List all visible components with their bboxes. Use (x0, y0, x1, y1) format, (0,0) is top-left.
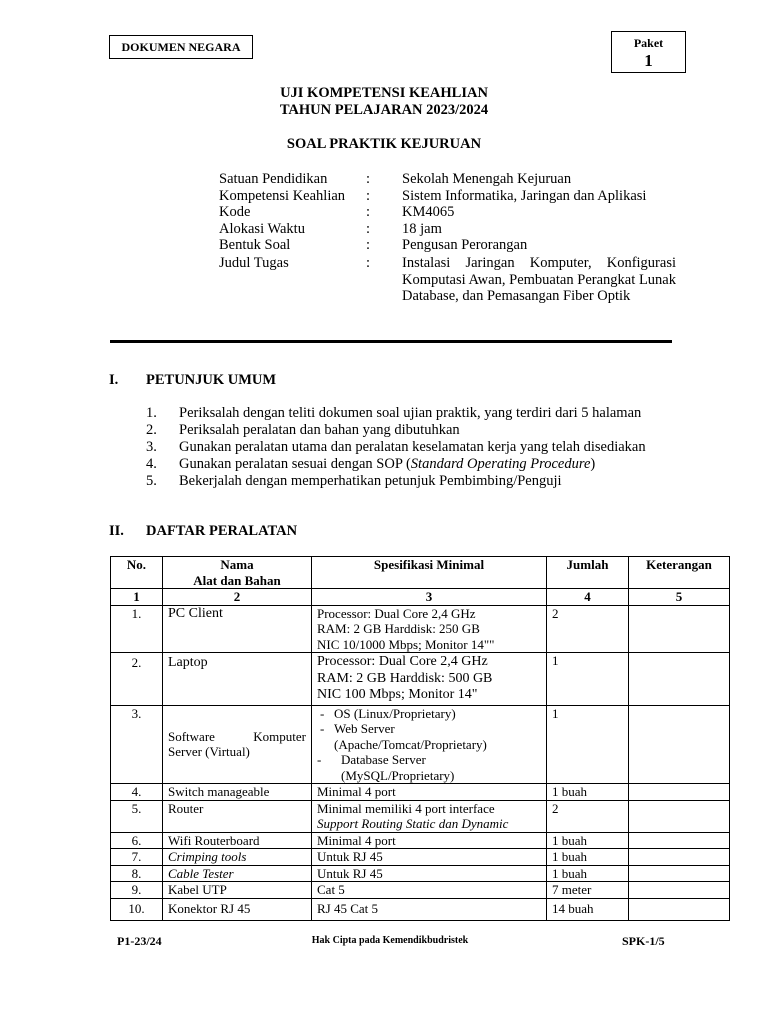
footer-copyright: Hak Cipta pada Kemendikbudristek (311, 935, 469, 946)
cell-no: 5. (111, 800, 163, 832)
info-colon: : (366, 237, 371, 253)
spec-line: Processor: Dual Core 2,4 GHz (317, 654, 488, 669)
paket-number: 1 (644, 51, 653, 70)
cell-name: Laptop (163, 653, 312, 706)
cell-qty: 2 (547, 800, 629, 832)
cell-spec (312, 705, 547, 784)
cell-note (629, 865, 730, 882)
cell-name: Kabel UTP (163, 882, 312, 899)
spec-line-italic: Support Routing Static dan Dynamic (317, 816, 509, 831)
info-colon: : (366, 220, 371, 237)
list-item-number: 1. (146, 405, 157, 421)
info-value: KM4065 (402, 204, 455, 220)
header-no: No. (111, 557, 163, 589)
table-row (111, 898, 730, 920)
column-number: 5 (629, 589, 730, 606)
list-item-number: 2. (146, 422, 157, 438)
table-row (111, 800, 730, 832)
info-value: 18 jam (402, 220, 442, 237)
cell-qty: 7 meter (547, 882, 629, 899)
info-row (0, 255, 768, 325)
cell-no: 1. (111, 605, 163, 653)
paket-label: Paket (633, 36, 664, 50)
list-item (146, 422, 676, 439)
spec-text: Database Server (341, 752, 426, 767)
cell-name: PC Client (163, 605, 312, 653)
header-note: Keterangan (629, 557, 730, 589)
list-item-text: ) (590, 456, 596, 472)
section-title: DAFTAR PERALATAN (146, 523, 298, 539)
spec-text: (MySQL/Proprietary) (341, 767, 455, 783)
info-label: Kompetensi Keahlian (219, 187, 346, 204)
section-title: PETUNJUK UMUM (146, 372, 277, 388)
header-spec: Spesifikasi Minimal (312, 557, 547, 589)
cell-note (629, 882, 730, 899)
footer-code: P1-23/24 (117, 934, 162, 948)
list-item-text: Bekerjalah dengan memperhatikan petunjuk Pembimbing/Penguji (179, 473, 562, 489)
dash-bullet: - (320, 705, 325, 721)
info-label: Bentuk Soal (219, 237, 291, 253)
info-label: Alokasi Waktu (219, 220, 305, 237)
cell-spec: Untuk RJ 45 (312, 865, 547, 882)
info-row (0, 237, 768, 254)
cell-spec: RJ 45 Cat 5 (312, 898, 547, 920)
section-heading (0, 523, 768, 541)
cell-qty: 1 (547, 705, 629, 784)
cell-name-word: Software (168, 728, 215, 744)
instructions-list (146, 405, 676, 490)
list-item-number: 5. (146, 473, 157, 489)
cell-name: Router (163, 800, 312, 832)
cell-no: 8. (111, 865, 163, 882)
table-row (111, 605, 730, 653)
info-value: Pengusan Perorangan (402, 237, 528, 253)
paket-box (611, 31, 686, 73)
cell-name: Crimping tools (163, 849, 312, 866)
info-colon: : (366, 204, 371, 220)
cell-spec (312, 653, 547, 706)
section-number: II. (109, 523, 124, 539)
cell-no: 7. (111, 849, 163, 866)
info-label: Judul Tugas (219, 255, 289, 271)
cell-spec: Untuk RJ 45 (312, 849, 547, 866)
list-item (146, 456, 676, 473)
column-number: 3 (312, 589, 547, 606)
cell-note (629, 784, 730, 801)
cell-no: 2. (111, 653, 163, 706)
spec-line: NIC 100 Mbps; Monitor 14" (317, 687, 478, 702)
info-row (0, 188, 768, 205)
list-item (146, 439, 676, 456)
table-row (111, 832, 730, 849)
cell-name-line (168, 729, 306, 745)
cell-name (163, 705, 312, 784)
dash-bullet: - (320, 721, 325, 736)
header-name (163, 557, 312, 589)
cell-name: Cable Tester (163, 865, 312, 882)
cell-note (629, 849, 730, 866)
info-label: Satuan Pendidikan (219, 171, 328, 187)
equipment-table (110, 556, 730, 921)
exam-subtitle: SOAL PRAKTIK KEJURUAN (286, 136, 482, 152)
header-name-line: Alat dan Bahan (193, 572, 281, 588)
list-item-text: Gunakan peralatan sesuai dengan SOP ( (179, 456, 411, 472)
header-qty: Jumlah (547, 557, 629, 589)
cell-qty: 1 (547, 653, 629, 706)
section-heading (0, 372, 768, 390)
column-number: 1 (111, 589, 163, 606)
header-divider (110, 340, 672, 343)
cell-spec (312, 605, 547, 653)
info-colon: : (366, 171, 371, 187)
cell-note (629, 832, 730, 849)
info-value: Sekolah Menengah Kejuruan (402, 171, 572, 187)
cell-name-word: Komputer (253, 728, 306, 744)
table-row (111, 865, 730, 882)
cell-spec (312, 800, 547, 832)
cell-no: 4. (111, 784, 163, 801)
spec-list (317, 706, 541, 784)
info-value: Sistem Informatika, Jaringan dan Aplikasi (402, 187, 647, 204)
spec-line: RAM: 2 GB Harddisk: 250 GB (317, 621, 480, 636)
cell-qty: 1 buah (547, 832, 629, 849)
info-row (0, 204, 768, 221)
exam-title: UJI KOMPETENSI KEAHLIAN (280, 85, 488, 101)
dash-bullet: - (317, 752, 322, 767)
cell-spec: Minimal 4 port (312, 784, 547, 801)
spec-line: RAM: 2 GB Harddisk: 500 GB (317, 670, 493, 686)
info-row (0, 171, 768, 188)
table-row (111, 705, 730, 784)
table-row (111, 849, 730, 866)
cell-name: Wifi Routerboard (163, 832, 312, 849)
cell-qty: 14 buah (547, 898, 629, 920)
cell-qty: 1 buah (547, 865, 629, 882)
cell-note (629, 605, 730, 653)
list-item-number: 4. (146, 456, 157, 472)
spec-list-item (317, 706, 541, 722)
cell-name: Konektor RJ 45 (163, 898, 312, 920)
cell-no: 3. (111, 705, 163, 784)
spec-line: Minimal memiliki 4 port interface (317, 800, 495, 816)
list-item-number: 3. (146, 439, 157, 455)
academic-year-title: TAHUN PELAJARAN 2023/2024 (279, 102, 489, 118)
list-item-text: Gunakan peralatan utama dan peralatan keselamatan kerja yang telah disediakan (179, 439, 646, 455)
table-row (111, 882, 730, 899)
cell-no: 9. (111, 882, 163, 899)
cell-spec: Cat 5 (312, 882, 547, 899)
spec-list-item (317, 721, 541, 752)
list-item-text-italic: Standard Operating Procedure (410, 456, 591, 472)
cell-no: 6. (111, 832, 163, 849)
info-colon: : (366, 255, 371, 271)
cell-qty: 1 buah (547, 784, 629, 801)
header-name-line: Nama (220, 557, 254, 572)
info-label: Kode (219, 204, 251, 220)
cell-note (629, 898, 730, 920)
cell-no: 10. (111, 898, 163, 920)
footer-page: SPK-1/5 (622, 934, 665, 948)
column-number: 2 (163, 589, 312, 606)
cell-qty: 2 (547, 605, 629, 653)
spec-line: Processor: Dual Core 2,4 GHz (317, 605, 476, 621)
cell-spec: Minimal 4 port (312, 832, 547, 849)
table-row (111, 784, 730, 801)
document-classification-label: DOKUMEN NEGARA (109, 35, 253, 59)
info-row (0, 221, 768, 238)
spec-text: (Apache/Tomcat/Proprietary) (334, 736, 487, 752)
table-row (111, 653, 730, 706)
cell-note (629, 800, 730, 832)
cell-name-line: Server (Virtual) (168, 744, 250, 760)
section-number: I. (109, 372, 119, 388)
info-colon: : (366, 187, 371, 204)
column-number: 4 (547, 589, 629, 606)
spec-text: Web Server (334, 721, 395, 736)
list-item (146, 405, 676, 422)
spec-text: OS (Linux/Proprietary) (334, 705, 456, 721)
spec-line: NIC 10/1000 Mbps; Monitor 14"" (317, 636, 495, 652)
list-item (146, 473, 676, 490)
spec-list-item (317, 752, 541, 783)
table-header-row (111, 557, 730, 589)
cell-qty: 1 buah (547, 849, 629, 866)
list-item-text: Periksalah peralatan dan bahan yang dibutuhkan (179, 422, 460, 438)
cell-note (629, 705, 730, 784)
info-value: Instalasi Jaringan Komputer, Konfigurasi Komputasi Awan, Pembuatan Perangkat Lunak Database, dan Pemasangan Fiber Optik (402, 255, 676, 304)
cell-note (629, 653, 730, 706)
list-item-text: Periksalah dengan teliti dokumen soal ujian praktik, yang terdiri dari 5 halaman (179, 405, 642, 421)
cell-name: Switch manageable (163, 784, 312, 801)
table-column-number-row (111, 589, 730, 606)
